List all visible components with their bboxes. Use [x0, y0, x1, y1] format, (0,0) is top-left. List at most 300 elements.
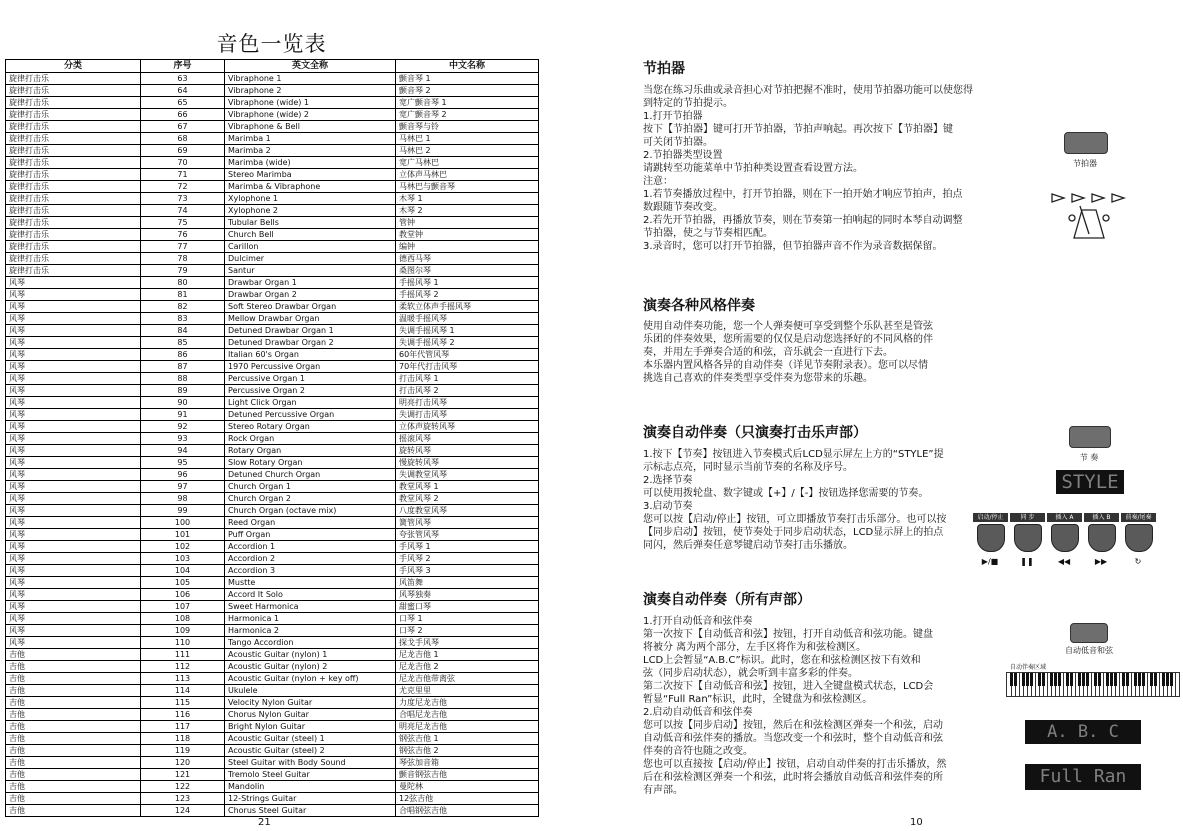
- cell-category: 吉他: [6, 673, 141, 685]
- keyboard-zone-graphic: [1006, 672, 1180, 697]
- cell-chinese-name: 立体声马林巴: [396, 169, 539, 181]
- table-row: [6, 793, 539, 805]
- table-row: [6, 421, 539, 433]
- table-row: [6, 217, 539, 229]
- table-row: [6, 721, 539, 733]
- cell-number: 112: [141, 661, 225, 673]
- cell-chinese-name: 温暖手摇风琴: [396, 313, 539, 325]
- full-accomp-title: 演奏自动伴奏（所有声部）: [643, 592, 811, 608]
- cell-chinese-name: 钢弦吉他 2: [396, 745, 539, 757]
- cell-english-name: Marimba (wide): [225, 157, 396, 169]
- black-key: [1042, 673, 1045, 686]
- cell-number: 67: [141, 121, 225, 133]
- cell-english-name: Accord It Solo: [225, 589, 396, 601]
- table-row: [6, 493, 539, 505]
- left-page-number: 21: [258, 817, 271, 828]
- cell-english-name: Soft Stereo Drawbar Organ: [225, 301, 396, 313]
- cell-category: 风琴: [6, 421, 141, 433]
- table-row: [6, 505, 539, 517]
- rhythm-button-caption: 节 奏: [1079, 453, 1099, 462]
- black-key: [1098, 673, 1101, 686]
- cell-category: 旋律打击乐: [6, 253, 141, 265]
- cell-english-name: Rock Organ: [225, 433, 396, 445]
- cell-number: 78: [141, 253, 225, 265]
- cell-number: 97: [141, 481, 225, 493]
- cell-chinese-name: 70年代打击风琴: [396, 361, 539, 373]
- black-key: [1162, 673, 1165, 686]
- text-line: 本乐器内置风格各异的自动伴奏（详见节奏附录表）。您可以尽情: [643, 360, 928, 371]
- table-row: [6, 469, 539, 481]
- control-label: 插入 B: [1084, 513, 1119, 522]
- text-line: 使用自动伴奏功能，您一个人弹奏便可享受到整个乐队甚至是管弦: [643, 321, 933, 332]
- cell-english-name: 12-Strings Guitar: [225, 793, 396, 805]
- lcd-full-range-display: Full Ran: [1025, 764, 1141, 790]
- table-row: [6, 85, 539, 97]
- metronome-text: [643, 84, 1015, 253]
- text-line: 弦（同步启动状态），就会听到丰富多彩的伴奏。: [643, 668, 858, 679]
- text-line: 请跳转至功能菜单中节拍种类设置查看设置方法。: [643, 163, 863, 174]
- table-row: [6, 409, 539, 421]
- control-symbol-icon: ◀◀: [1057, 557, 1071, 566]
- cell-number: 120: [141, 757, 225, 769]
- black-key: [1154, 673, 1157, 686]
- cell-number: 83: [141, 313, 225, 325]
- auto-bass-chord-caption: 自动低音和弦: [1065, 646, 1113, 655]
- cell-english-name: Percussive Organ 2: [225, 385, 396, 397]
- table-row: [6, 541, 539, 553]
- table-row: [6, 253, 539, 265]
- table-row: [6, 397, 539, 409]
- cell-chinese-name: 管钟: [396, 217, 539, 229]
- drum-accomp-text: [643, 448, 1023, 552]
- black-key: [1026, 673, 1029, 686]
- cell-chinese-name: 柔软立体声手摇风琴: [396, 301, 539, 313]
- cell-number: 93: [141, 433, 225, 445]
- cell-number: 113: [141, 673, 225, 685]
- cell-number: 71: [141, 169, 225, 181]
- table-row: [6, 241, 539, 253]
- cell-category: 风琴: [6, 325, 141, 337]
- table-row: [6, 385, 539, 397]
- cell-category: 旋律打击乐: [6, 85, 141, 97]
- cell-english-name: Detuned Drawbar Organ 1: [225, 325, 396, 337]
- metronome-button-caption: 节拍器: [1073, 159, 1097, 168]
- cell-category: 旋律打击乐: [6, 193, 141, 205]
- cell-english-name: Stereo Marimba: [225, 169, 396, 181]
- cell-english-name: Acoustic Guitar (steel) 2: [225, 745, 396, 757]
- cell-number: 66: [141, 109, 225, 121]
- table-row: [6, 193, 539, 205]
- cell-number: 82: [141, 301, 225, 313]
- cell-chinese-name: 口琴 1: [396, 613, 539, 625]
- cell-category: 吉他: [6, 709, 141, 721]
- black-key: [1106, 673, 1109, 686]
- cell-chinese-name: 夸张管风琴: [396, 529, 539, 541]
- cell-english-name: Chorus Steel Guitar: [225, 805, 396, 817]
- cell-category: 吉他: [6, 769, 141, 781]
- table-row: [6, 805, 539, 817]
- table-row: [6, 169, 539, 181]
- cell-chinese-name: 宽广颤音琴 2: [396, 109, 539, 121]
- text-line: 到特定的节拍提示。: [643, 98, 733, 109]
- rhythm-button: [1069, 426, 1111, 448]
- cell-number: 91: [141, 409, 225, 421]
- cell-number: 69: [141, 145, 225, 157]
- cell-number: 86: [141, 349, 225, 361]
- right-page: [600, 0, 1183, 831]
- black-key: [1022, 673, 1025, 686]
- cell-category: 旋律打击乐: [6, 145, 141, 157]
- styles-title: 演奏各种风格伴奏: [643, 298, 755, 314]
- tone-list-title: 音色一览表: [216, 32, 327, 56]
- cell-chinese-name: 慢旋转风琴: [396, 457, 539, 469]
- cell-number: 119: [141, 745, 225, 757]
- table-row: [6, 349, 539, 361]
- cell-category: 吉他: [6, 685, 141, 697]
- cell-chinese-name: 木琴 2: [396, 205, 539, 217]
- cell-category: 旋律打击乐: [6, 157, 141, 169]
- text-line: 2.节拍器类型设置: [643, 150, 723, 161]
- table-row: [6, 265, 539, 277]
- table-row: [6, 757, 539, 769]
- cell-category: 吉他: [6, 793, 141, 805]
- cell-english-name: Harmonica 2: [225, 625, 396, 637]
- cell-category: 吉他: [6, 805, 141, 817]
- cell-number: 118: [141, 733, 225, 745]
- table-row: [6, 205, 539, 217]
- control-symbol-icon: ▶▶: [1094, 557, 1108, 566]
- black-key: [1138, 673, 1141, 686]
- cell-number: 87: [141, 361, 225, 373]
- table-row: [6, 445, 539, 457]
- cell-chinese-name: 手风琴 1: [396, 541, 539, 553]
- cell-number: 96: [141, 469, 225, 481]
- table-row: [6, 481, 539, 493]
- cell-chinese-name: 打击风琴 2: [396, 385, 539, 397]
- cell-number: 90: [141, 397, 225, 409]
- cell-number: 92: [141, 421, 225, 433]
- text-line: 示标志点亮，同时显示当前节奏的名称及序号。: [643, 462, 853, 473]
- cell-english-name: Acoustic Guitar (nylon) 1: [225, 649, 396, 661]
- table-row: [6, 73, 539, 85]
- metronome-title: 节拍器: [643, 61, 685, 77]
- table-row: [6, 289, 539, 301]
- control-button: [977, 524, 1005, 552]
- control-button: [1051, 524, 1079, 552]
- cell-category: 旋律打击乐: [6, 133, 141, 145]
- tone-table-header: [6, 60, 539, 73]
- control-symbol-icon: ▶/■: [981, 557, 999, 566]
- cell-category: 风琴: [6, 589, 141, 601]
- black-key: [1166, 673, 1169, 686]
- cell-number: 103: [141, 553, 225, 565]
- black-key: [1086, 673, 1089, 686]
- cell-number: 121: [141, 769, 225, 781]
- black-key: [1058, 673, 1061, 686]
- cell-category: 风琴: [6, 277, 141, 289]
- cell-english-name: Bright Nylon Guitar: [225, 721, 396, 733]
- cell-category: 风琴: [6, 289, 141, 301]
- cell-english-name: Vibraphone (wide) 1: [225, 97, 396, 109]
- cell-chinese-name: 旋转风琴: [396, 445, 539, 457]
- text-line: 伴奏的音符也随之改变。: [643, 746, 753, 757]
- cell-number: 111: [141, 649, 225, 661]
- table-row: [6, 517, 539, 529]
- cell-number: 99: [141, 505, 225, 517]
- cell-chinese-name: 桑图尔琴: [396, 265, 539, 277]
- cell-english-name: Ukulele: [225, 685, 396, 697]
- table-row: [6, 625, 539, 637]
- table-row: [6, 301, 539, 313]
- control-label: 同 步: [1010, 513, 1045, 522]
- cell-chinese-name: 口琴 2: [396, 625, 539, 637]
- cell-english-name: Mandolin: [225, 781, 396, 793]
- cell-category: 吉他: [6, 649, 141, 661]
- black-key: [1070, 673, 1073, 686]
- cell-category: 旋律打击乐: [6, 97, 141, 109]
- cell-english-name: Church Organ (octave mix): [225, 505, 396, 517]
- cell-number: 79: [141, 265, 225, 277]
- cell-number: 104: [141, 565, 225, 577]
- cell-chinese-name: 失调手摇风琴 2: [396, 337, 539, 349]
- cell-category: 旋律打击乐: [6, 265, 141, 277]
- cell-chinese-name: 手风琴 3: [396, 565, 539, 577]
- cell-number: 105: [141, 577, 225, 589]
- cell-chinese-name: 甜蜜口琴: [396, 601, 539, 613]
- cell-english-name: Detuned Percussive Organ: [225, 409, 396, 421]
- black-key: [1078, 673, 1081, 686]
- table-row: [6, 685, 539, 697]
- control-symbol-icon: ❚❚: [1020, 557, 1034, 566]
- cell-chinese-name: 颤音琴 2: [396, 85, 539, 97]
- table-row: [6, 121, 539, 133]
- text-line: 挑选自己喜欢的伴奏类型享受伴奏为您带来的乐趣。: [643, 373, 873, 384]
- cell-category: 风琴: [6, 445, 141, 457]
- header-english-name: 英文全称: [225, 60, 396, 73]
- cell-category: 风琴: [6, 313, 141, 325]
- table-row: [6, 613, 539, 625]
- cell-chinese-name: 琴弦加音箱: [396, 757, 539, 769]
- cell-category: 旋律打击乐: [6, 181, 141, 193]
- cell-number: 102: [141, 541, 225, 553]
- black-key: [1010, 673, 1013, 686]
- cell-chinese-name: 钢弦吉他 1: [396, 733, 539, 745]
- cell-chinese-name: 曼陀林: [396, 781, 539, 793]
- cell-category: 风琴: [6, 469, 141, 481]
- cell-category: 风琴: [6, 529, 141, 541]
- auto-bass-chord-button: [1070, 623, 1108, 643]
- cell-category: 风琴: [6, 637, 141, 649]
- cell-english-name: Acoustic Guitar (steel) 1: [225, 733, 396, 745]
- text-line: 后在和弦检测区弹奏一个和弦，此时将会播放自动低音和弦伴奏的所: [643, 772, 943, 783]
- text-line: 3.启动节奏: [643, 501, 693, 512]
- cell-chinese-name: 宽广颤音琴 1: [396, 97, 539, 109]
- cell-category: 吉他: [6, 757, 141, 769]
- cell-chinese-name: 尤克里里: [396, 685, 539, 697]
- black-key: [1110, 673, 1113, 686]
- cell-english-name: Mustte: [225, 577, 396, 589]
- cell-category: 风琴: [6, 457, 141, 469]
- cell-chinese-name: 手风琴 2: [396, 553, 539, 565]
- text-line: 您可以按【同步启动】按钮，然后在和弦检测区弹奏一个和弦，启动: [643, 720, 943, 731]
- cell-chinese-name: 马林巴 2: [396, 145, 539, 157]
- table-row: [6, 325, 539, 337]
- cell-english-name: Church Organ 1: [225, 481, 396, 493]
- cell-category: 旋律打击乐: [6, 109, 141, 121]
- cell-category: 风琴: [6, 577, 141, 589]
- table-row: [6, 589, 539, 601]
- black-key: [1134, 673, 1137, 686]
- table-row: [6, 157, 539, 169]
- cell-chinese-name: 木琴 1: [396, 193, 539, 205]
- cell-chinese-name: 失调教堂风琴: [396, 469, 539, 481]
- header-number: 序号: [141, 60, 225, 73]
- cell-english-name: Detuned Church Organ: [225, 469, 396, 481]
- cell-category: 风琴: [6, 481, 141, 493]
- cell-category: 风琴: [6, 409, 141, 421]
- table-row: [6, 565, 539, 577]
- table-row: [6, 709, 539, 721]
- white-key: [1175, 673, 1180, 696]
- control-button: [1125, 524, 1153, 552]
- cell-number: 107: [141, 601, 225, 613]
- cell-english-name: Vibraphone 2: [225, 85, 396, 97]
- black-key: [1030, 673, 1033, 686]
- cell-chinese-name: 尼龙吉他 1: [396, 649, 539, 661]
- cell-english-name: Stereo Rotary Organ: [225, 421, 396, 433]
- cell-chinese-name: 风笛舞: [396, 577, 539, 589]
- text-line: 2.启动自动低音和弦伴奏: [643, 707, 753, 718]
- cell-english-name: Tremolo Steel Guitar: [225, 769, 396, 781]
- cell-english-name: Reed Organ: [225, 517, 396, 529]
- black-key: [1126, 673, 1129, 686]
- black-key: [1054, 673, 1057, 686]
- cell-chinese-name: 探戈手风琴: [396, 637, 539, 649]
- text-line: 1.按下【节奏】按钮进入节奏模式后LCD显示屏左上方的“STYLE”提: [643, 449, 944, 460]
- header-chinese-name: 中文名称: [396, 60, 539, 73]
- cell-chinese-name: 编钟: [396, 241, 539, 253]
- drum-accomp-title: 演奏自动伴奏（只演奏打击乐声部）: [643, 425, 867, 441]
- text-line: 注意：: [643, 176, 673, 187]
- table-row: [6, 181, 539, 193]
- cell-english-name: Detuned Drawbar Organ 2: [225, 337, 396, 349]
- black-key: [1038, 673, 1041, 686]
- cell-number: 110: [141, 637, 225, 649]
- cell-chinese-name: 风琴独奏: [396, 589, 539, 601]
- table-row: [6, 661, 539, 673]
- cell-number: 80: [141, 277, 225, 289]
- table-row: [6, 769, 539, 781]
- cell-english-name: Accordion 2: [225, 553, 396, 565]
- cell-number: 116: [141, 709, 225, 721]
- cell-chinese-name: 八度教堂风琴: [396, 505, 539, 517]
- cell-category: 吉他: [6, 661, 141, 673]
- text-line: 乐团的伴奏效果，您所需要的仅仅是启动您选择好的不同风格的伴: [643, 334, 933, 345]
- cell-chinese-name: 尼龙吉他带离弦: [396, 673, 539, 685]
- cell-number: 74: [141, 205, 225, 217]
- cell-chinese-name: 12弦吉他: [396, 793, 539, 805]
- cell-chinese-name: 明亮打击风琴: [396, 397, 539, 409]
- cell-english-name: Light Click Organ: [225, 397, 396, 409]
- cell-english-name: Marimba 1: [225, 133, 396, 145]
- cell-number: 88: [141, 373, 225, 385]
- cell-number: 100: [141, 517, 225, 529]
- text-line: 同闪，然后弹奏任意琴键启动节奏打击乐播放。: [643, 540, 853, 551]
- cell-category: 吉他: [6, 697, 141, 709]
- cell-category: 风琴: [6, 385, 141, 397]
- cell-english-name: Tango Accordion: [225, 637, 396, 649]
- styles-text: [643, 320, 1015, 385]
- cell-number: 72: [141, 181, 225, 193]
- black-key: [1082, 673, 1085, 686]
- control-button: [1088, 524, 1116, 552]
- text-line: 第二次按下【自动低音和弦】按钮，进入全键盘模式状态，LCD会: [643, 681, 934, 692]
- cell-english-name: Acoustic Guitar (nylon + key off): [225, 673, 396, 685]
- table-row: [6, 577, 539, 589]
- cell-chinese-name: 摇滚风琴: [396, 433, 539, 445]
- cell-chinese-name: 手摇风琴 2: [396, 289, 539, 301]
- text-line: LCD上会暂显“A.B.C”标识。此时，您在和弦检测区按下有效和: [643, 655, 921, 666]
- cell-chinese-name: 失调打击风琴: [396, 409, 539, 421]
- metronome-icon: [1050, 188, 1128, 240]
- cell-chinese-name: 尼龙吉他 2: [396, 661, 539, 673]
- right-page-number: 10: [910, 817, 923, 828]
- cell-chinese-name: 合唱钢弦吉他: [396, 805, 539, 817]
- cell-english-name: Acoustic Guitar (nylon) 2: [225, 661, 396, 673]
- cell-english-name: Xylophone 1: [225, 193, 396, 205]
- text-line: 按下【节拍器】键可打开节拍器，节拍声响起。再次按下【节拍器】键: [643, 124, 953, 135]
- cell-english-name: Carillon: [225, 241, 396, 253]
- control-label: 前奏/尾奏: [1121, 513, 1156, 522]
- cell-number: 76: [141, 229, 225, 241]
- control-symbol-icon: ↻: [1134, 557, 1142, 566]
- black-key: [1170, 673, 1173, 686]
- cell-chinese-name: 合唱尼龙吉他: [396, 709, 539, 721]
- black-key: [1066, 673, 1069, 686]
- tone-table: [5, 59, 539, 817]
- table-row: [6, 229, 539, 241]
- cell-english-name: Accordion 3: [225, 565, 396, 577]
- text-line: 2.若先开节拍器，再播放节奏，则在节奏第一拍响起的同时本琴自动调整: [643, 215, 963, 226]
- cell-category: 旋律打击乐: [6, 205, 141, 217]
- table-row: [6, 733, 539, 745]
- table-row: [6, 649, 539, 661]
- cell-category: 风琴: [6, 613, 141, 625]
- cell-english-name: Mellow Drawbar Organ: [225, 313, 396, 325]
- text-line: 奏，并用左手弹奏合适的和弦，音乐就会一直进行下去。: [643, 347, 893, 358]
- table-row: [6, 697, 539, 709]
- cell-english-name: Puff Organ: [225, 529, 396, 541]
- cell-english-name: Tubular Bells: [225, 217, 396, 229]
- black-key: [1014, 673, 1017, 686]
- cell-category: 风琴: [6, 553, 141, 565]
- black-key: [1150, 673, 1153, 686]
- black-key: [1094, 673, 1097, 686]
- cell-chinese-name: 德西马琴: [396, 253, 539, 265]
- cell-chinese-name: 马林巴与颤音琴: [396, 181, 539, 193]
- cell-number: 106: [141, 589, 225, 601]
- control-label: 启动/停止: [973, 513, 1008, 522]
- cell-category: 风琴: [6, 373, 141, 385]
- cell-number: 75: [141, 217, 225, 229]
- cell-number: 122: [141, 781, 225, 793]
- cell-chinese-name: 失调手摇风琴 1: [396, 325, 539, 337]
- cell-english-name: Church Organ 2: [225, 493, 396, 505]
- text-line: 第一次按下【自动低音和弦】按钮，打开自动低音和弦功能。键盘: [643, 629, 933, 640]
- cell-number: 89: [141, 385, 225, 397]
- cell-english-name: Dulcimer: [225, 253, 396, 265]
- cell-english-name: Church Bell: [225, 229, 396, 241]
